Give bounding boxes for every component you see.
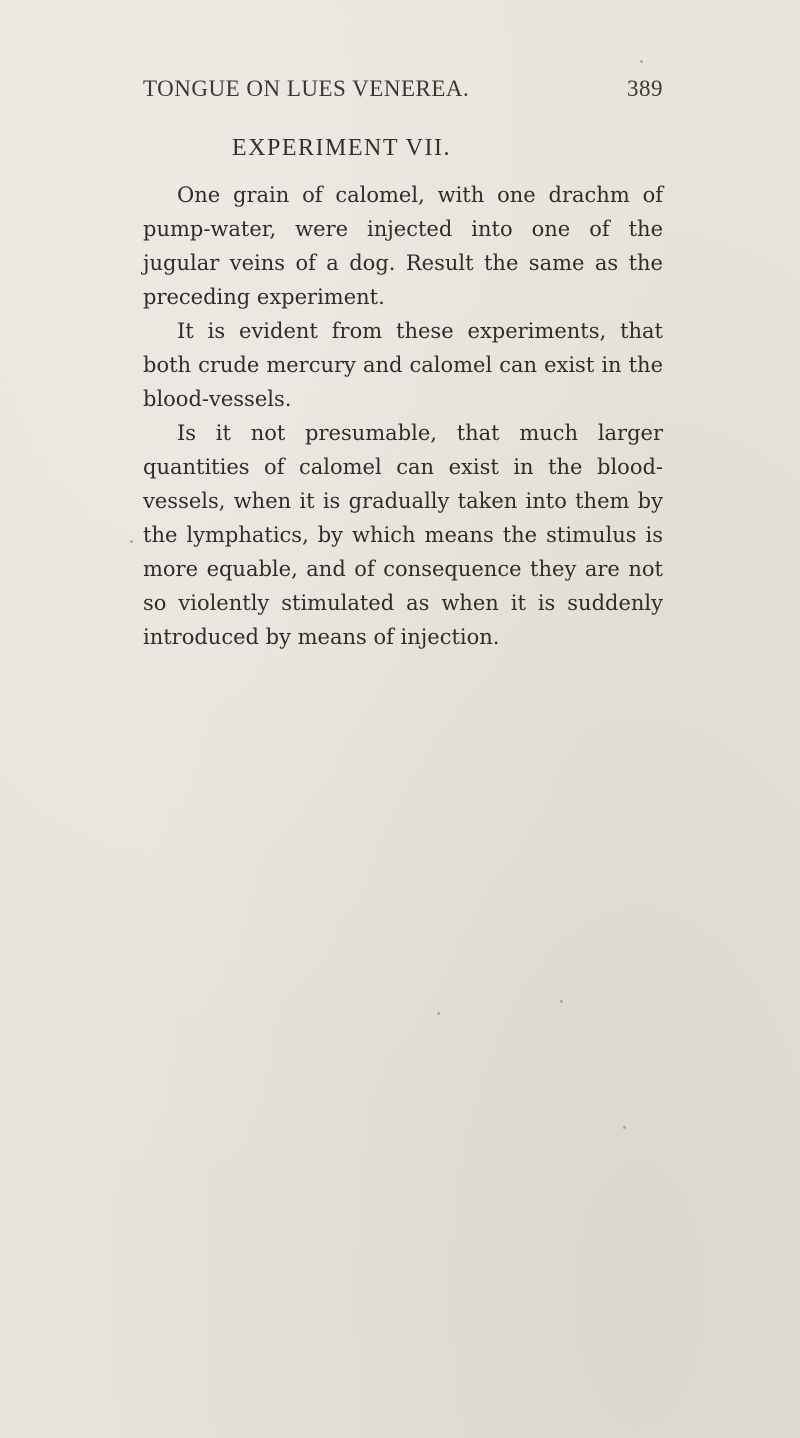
page-number: 389 [627, 76, 663, 101]
body-text [143, 178, 663, 654]
paper-speck [623, 1126, 626, 1129]
paragraph: It is evident from these experiments, that both crude mercury and calomel can exist in the blood-vessels. [143, 319, 663, 411]
running-title: TONGUE ON LUES VENEREA. [143, 76, 470, 101]
paper-speck [560, 1000, 563, 1003]
paper-speck [130, 540, 133, 543]
paper-speck [437, 1012, 440, 1015]
paragraph: One grain of calomel, with one drachm of pump-water, were injected into one of the jugular veins of a dog. Result the same as the preceding experiment. [143, 183, 663, 309]
running-head [143, 76, 663, 108]
section-heading: EXPERIMENT VII. [232, 135, 451, 161]
paragraph: Is it not presumable, that much larger quantities of calomel can exist in the blood-vessels, when it is gradually taken into them by the lymphatics, by which means the stimulus is more equable, and of consequence they are not so violently stimulated as when it is suddenly introduced by means of injection. [143, 421, 663, 649]
paper-speck [640, 60, 643, 63]
